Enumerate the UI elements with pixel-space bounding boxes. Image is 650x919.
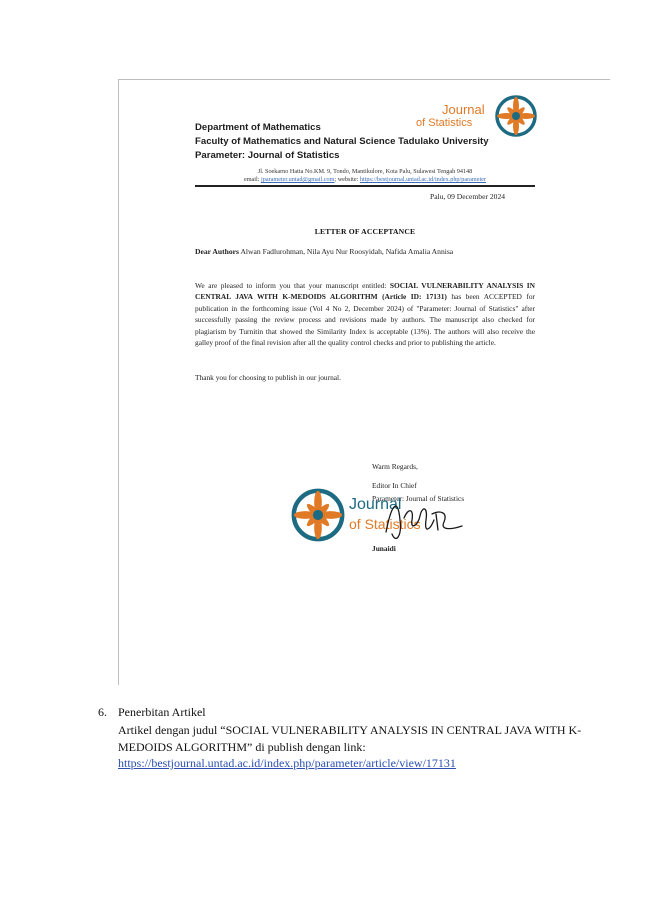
para-intro: We are pleased to inform you that your manuscript entitled:: [195, 281, 387, 290]
letter-heading: LETTER OF ACCEPTANCE: [314, 227, 416, 236]
regards-line: Warm Regards,: [372, 462, 418, 471]
dept-name: Department of Mathematics: [195, 122, 321, 133]
item-body: [118, 722, 588, 772]
faculty-name: Faculty of Mathematics and Natural Science Tadulako University: [195, 136, 489, 147]
item-title: Penerbitan Artikel: [118, 705, 206, 719]
signature-icon: [378, 490, 468, 548]
header-rule: [195, 185, 535, 187]
frame-border-top: [118, 79, 610, 80]
journal-stamp-icon: [290, 487, 346, 543]
logo-word-statistics: of Statistics: [416, 117, 473, 129]
editor-role: Editor In Chief: [372, 481, 417, 490]
article-title: SOCIAL VULNERABILITY ANALYSIS IN CENTRAL JAVA WITH K-MEDOIDS ALGORITHM (Article ID: 17131): [195, 281, 535, 302]
stamp-word-journal: Journal: [349, 496, 402, 513]
contact-line: [195, 176, 535, 183]
item-number: 6.: [98, 705, 107, 719]
address-line: Jl. Soekarno Hatta No.KM. 9, Tondo, Mantikulore, Kota Palu, Sulawesi Tengah 94148: [257, 168, 473, 175]
journal-logo-icon: [494, 94, 538, 138]
email-label: email:: [244, 176, 260, 183]
website-label: ; website:: [334, 176, 359, 183]
dear-authors: [195, 247, 453, 256]
signer-name: Junaidi: [372, 544, 396, 553]
stamp-word-statistics: of Statistics: [349, 516, 421, 532]
letter-date: Palu, 09 December 2024: [430, 192, 506, 201]
editor-journal: Parameter: Journal of Statistics: [372, 494, 465, 503]
item-text: Artikel dengan judul “SOCIAL VULNERABILITY ANALYSIS IN CENTRAL JAVA WITH K-MEDOIDS ALGORITHM” di publish dengan link:: [118, 723, 582, 754]
logo-word-journal: Journal: [442, 102, 485, 117]
thanks-line: Thank you for choosing to publish in our journal.: [195, 373, 341, 382]
para-body: has been ACCEPTED for publication in the forthcoming issue (Vol 4 No 2, December 2024) of "Parameter: Journal of Statistics" after successfully passing the review process and revisions made by authors. The manuscript also checked for plagiarism by Turnitin that showed the Similarity Index is acceptable (13%). The authors will also receive the galley proof of the final revision after all the quality control checks and prior to publishing the article.: [195, 292, 535, 348]
dear-label: Dear Authors: [195, 247, 239, 256]
authors-list: Alwan Fadlurohman, Nila Ayu Nur Roosyidah, Nafida Amalia Annisa: [240, 247, 454, 256]
website-link[interactable]: https://bestjournal.untad.ac.id/index.php/parameter: [359, 176, 486, 183]
journal-name: Parameter: Journal of Statistics: [195, 150, 340, 161]
acceptance-paragraph: [195, 280, 535, 348]
article-link[interactable]: https://bestjournal.untad.ac.id/index.php/parameter/article/view/17131: [118, 756, 456, 770]
frame-border-left: [118, 79, 119, 685]
email-link[interactable]: jparameter.untad@gmail.com: [261, 176, 335, 183]
